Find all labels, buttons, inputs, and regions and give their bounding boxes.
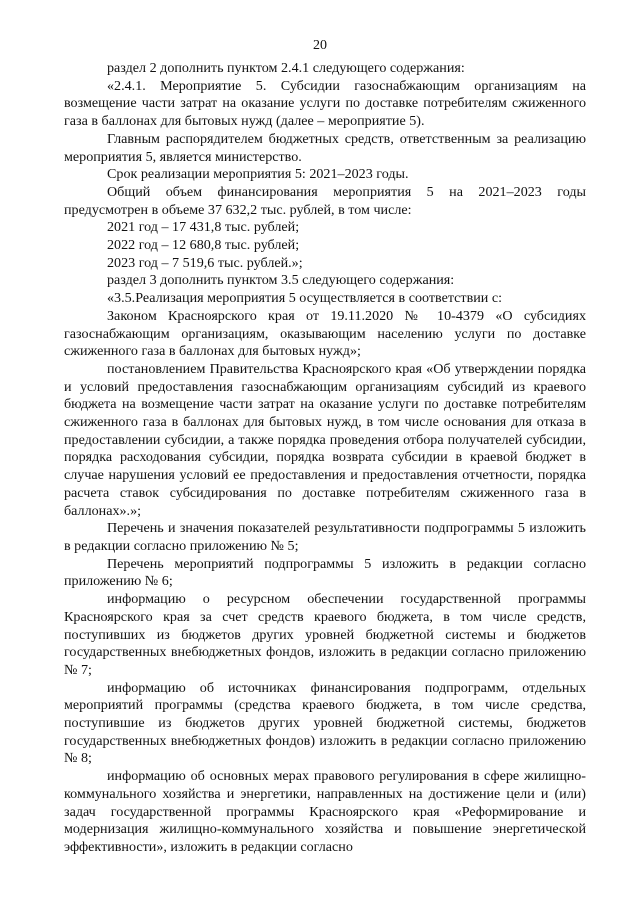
document-body bbox=[64, 60, 586, 857]
paragraph-7: 2022 год – 12 680,8 тыс. рублей; bbox=[107, 237, 300, 254]
paragraph-1: раздел 2 дополнить пунктом 2.4.1 следующего содержания: bbox=[107, 60, 465, 76]
paragraph-13: Перечень и значения показателей результативности подпрограммы 5 изложить в редакции согласно приложению № 5; bbox=[64, 520, 586, 554]
paragraph-17: информацию об основных мерах правового регулирования в сфере жилищно-коммунального хозяйства и энергетики, направленных на достижение цели и (или) задач государственной программы Красноярского края «Реформирование и модернизация жилищно-коммунального хозяйства и повышение энергетической эффективности», изложить в редакции согласно bbox=[64, 768, 586, 855]
paragraph-5: Общий объем финансирования мероприятия 5 на 2021–2023 годы предусмотрен в объеме 37 632,2 тыс. рублей, в том числе: bbox=[64, 183, 586, 218]
paragraph-9: раздел 3 дополнить пунктом 3.5 следующего содержания: bbox=[107, 272, 455, 289]
paragraph-14: Перечень мероприятий подпрограммы 5 изложить в редакции согласно приложению № 6; bbox=[64, 555, 586, 590]
paragraph-2: «2.4.1. Мероприятие 5. Субсидии газоснабжающим организациям на возмещение части затрат на оказание услуги по доставке потребителям сжиженного газа в баллонах для бытовых нужд (далее – мероприятие 5). bbox=[64, 77, 586, 130]
paragraph-4: Срок реализации мероприятия 5: 2021–2023 годы. bbox=[107, 166, 409, 183]
page-number: 20 bbox=[313, 38, 327, 53]
paragraph-16: информацию об источниках финансирования подпрограмм, отдельных мероприятий программы (средства краевого бюджета, в том числе средства, поступившие из бюджетов других уровней бюджетной системы, бюджетов государственных внебюджетных фондов) изложить в редакции согласно приложению № 8; bbox=[64, 679, 586, 767]
paragraph-12: постановлением Правительства Красноярского края «Об утверждении порядка и условий предоставления газоснабжающим организациям субсидий из краевого бюджета на возмещение части затрат на оказание услуги по доставке потребителям сжиженного газа в баллонах для бытовых нужд, в том числе основания для отказа в предоставлении субсидии, а также порядка проведения отбора получателей субсидии, порядка расходования субсидии, порядка возврата субсидии в краевой бюджет в случае нарушения условий ее предоставления и предоставления отчетности, порядка расчета ставок субсидирования по доставке потребителям сжиженного газа в баллонах».»; bbox=[64, 360, 586, 519]
paragraph-6: 2021 год – 17 431,8 тыс. рублей; bbox=[107, 219, 300, 236]
paragraph-10: «3.5.Реализация мероприятия 5 осуществляется в соответствии с: bbox=[107, 290, 503, 307]
paragraph-11: Законом Красноярского края от 19.11.2020 № 10-4379 «О субсидиях газоснабжающим организациям, оказывающим населению услуги по доставке сжиженного газа в баллонах для бытовых нужд»; bbox=[64, 307, 586, 360]
paragraph-3: Главным распорядителем бюджетных средств, ответственным за реализацию мероприятия 5, является министерство. bbox=[64, 130, 586, 165]
paragraph-8: 2023 год – 7 519,6 тыс. рублей.»; bbox=[107, 254, 303, 271]
paragraph-15: информацию о ресурсном обеспечении государственной программы Красноярского края за счет средств краевого бюджета, в том числе средств, поступивших из бюджетов других уровней бюджетной системы и бюджетов государственных внебюджетных фондов, изложить в редакции согласно приложению № 7; bbox=[64, 591, 586, 678]
